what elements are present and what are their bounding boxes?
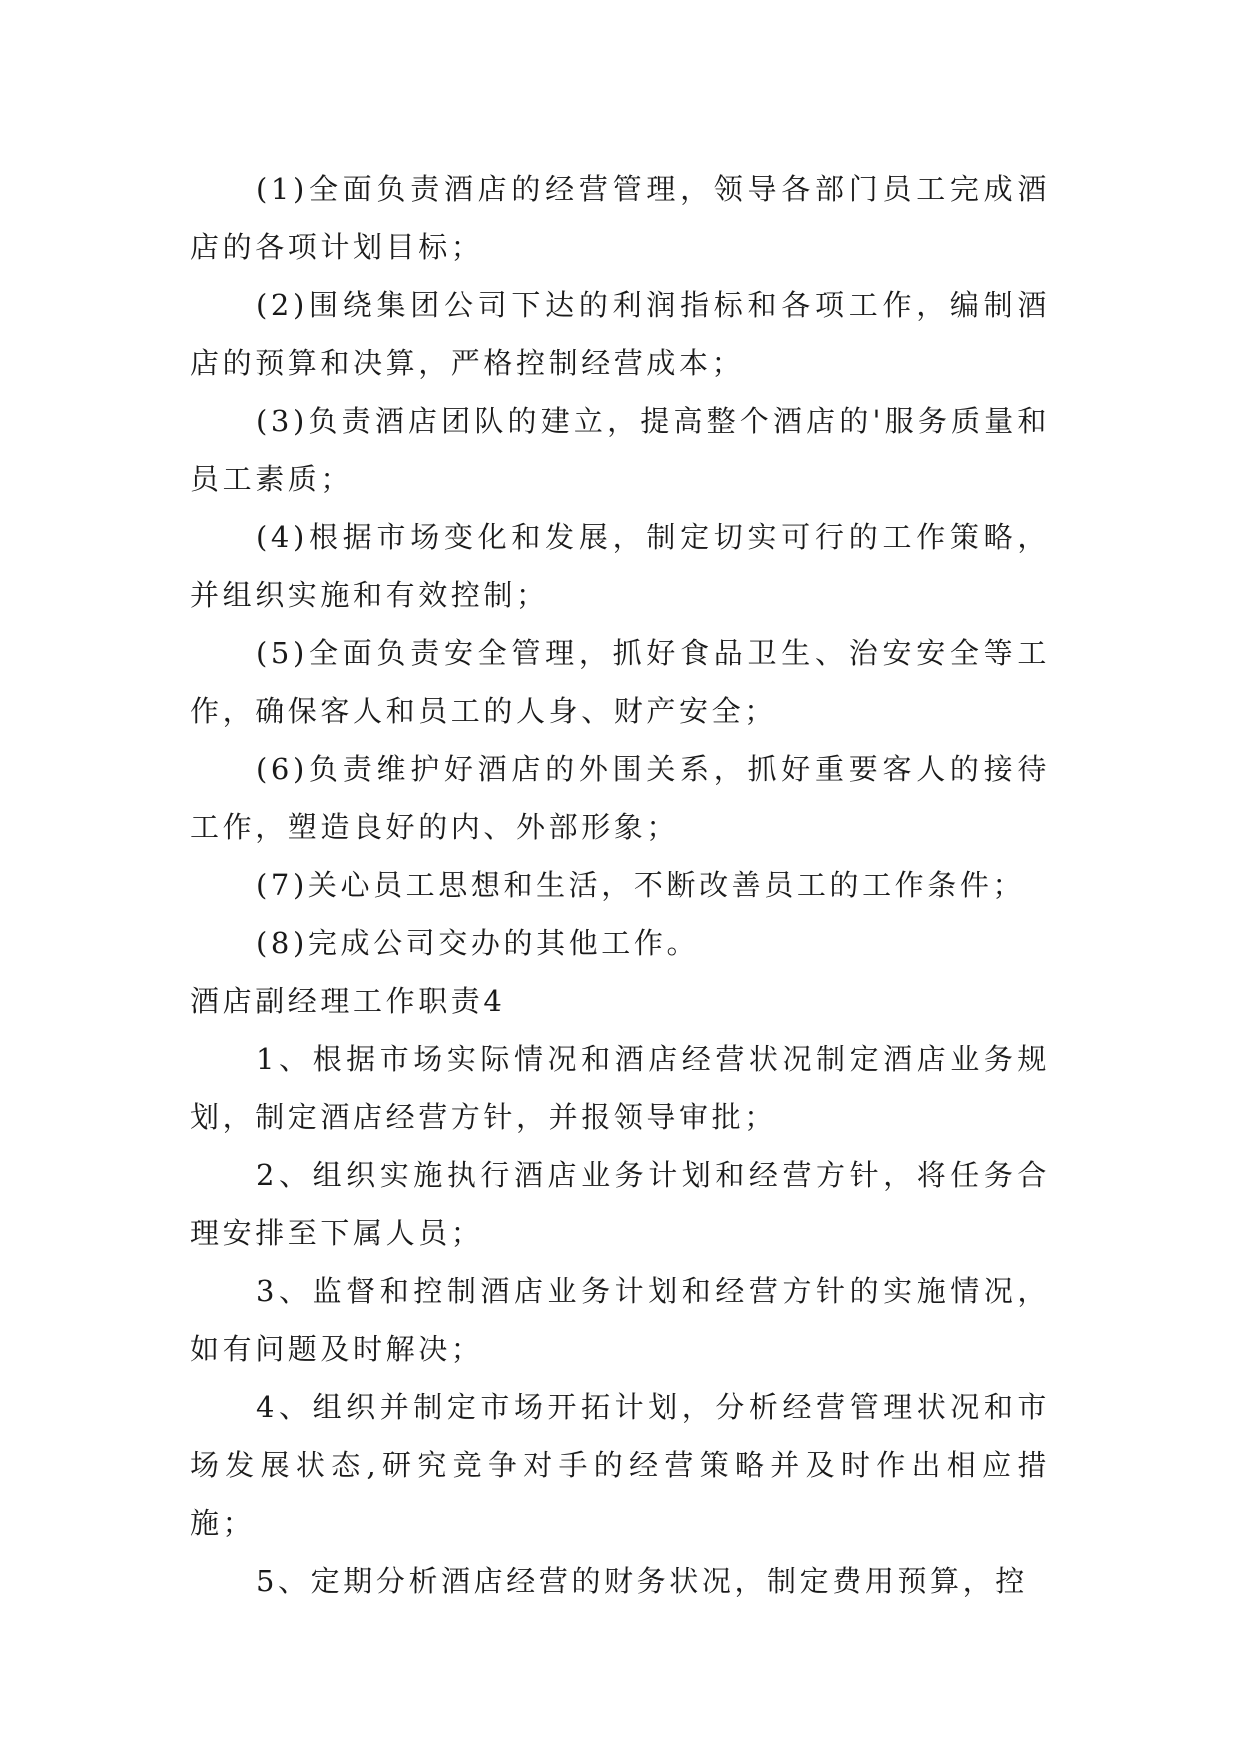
responsibility-item-2: 2、组织实施执行酒店业务计划和经营方针，将任务合理安排至下属人员； [190,1158,1050,1250]
duty-item-2: (2)围绕集团公司下达的利润指标和各项工作，编制酒店的预算和决算，严格控制经营成本； [190,288,1050,380]
duty-item-3: (3)负责酒店团队的建立，提高整个酒店的'服务质量和员工素质； [190,404,1050,496]
responsibility-item-3: 3、监督和控制酒店业务计划和经营方针的实施情况，如有问题及时解决； [190,1274,1050,1366]
duty-item-8: (8)完成公司交办的其他工作。 [256,926,700,960]
section-heading: 酒店副经理工作职责4 [190,984,506,1018]
responsibility-item-5: 5、定期分析酒店经营的财务状况，制定费用预算，控 [256,1564,1028,1598]
document-body [190,160,1050,1610]
duty-item-1: (1)全面负责酒店的经营管理，领导各部门员工完成酒店的各项计划目标； [190,172,1050,264]
duty-item-4: (4)根据市场变化和发展，制定切实可行的工作策略，并组织实施和有效控制； [190,520,1050,612]
duty-item-7: (7)关心员工思想和生活，不断改善员工的工作条件； [256,868,1026,902]
responsibility-item-1: 1、根据市场实际情况和酒店经营状况制定酒店业务规划，制定酒店经营方针，并报领导审批； [190,1042,1050,1134]
responsibility-item-4: 4、组织并制定市场开拓计划，分析经营管理状况和市场发展状态,研究竞争对手的经营策略并及时作出相应措施； [190,1390,1050,1540]
duty-item-6: (6)负责维护好酒店的外围关系，抓好重要客人的接待工作，塑造良好的内、外部形象； [190,752,1050,844]
duty-item-5: (5)全面负责安全管理，抓好食品卫生、治安安全等工作，确保客人和员工的人身、财产安全； [190,636,1050,728]
